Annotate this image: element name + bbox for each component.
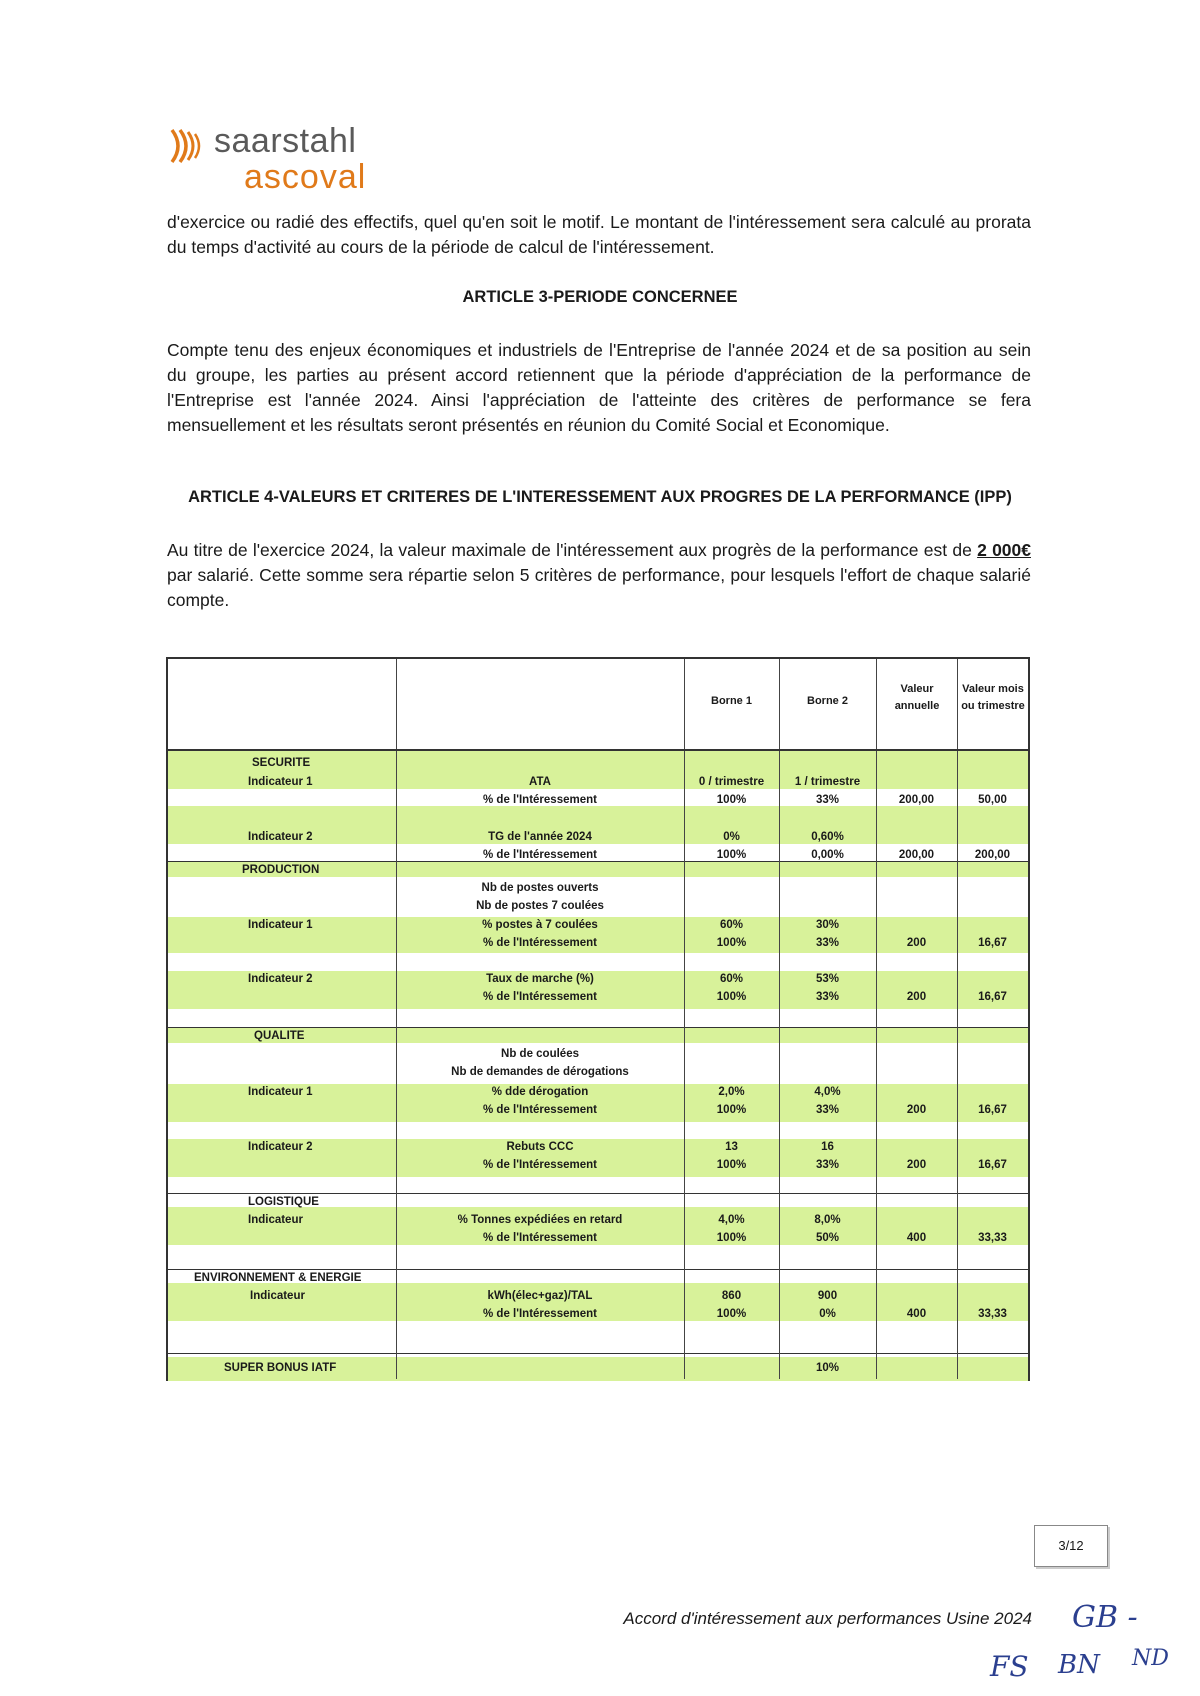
logistique-ind-b1p: 100% <box>716 1232 747 1244</box>
production-ind2-pct-label: % de l'Intéressement <box>483 991 597 1003</box>
environnement-ind-label: Indicateur <box>250 1290 305 1302</box>
environnement-ind-b2p: 0% <box>819 1308 836 1320</box>
environnement-ind-b1p: 100% <box>716 1308 747 1320</box>
logistique-ind-va: 400 <box>906 1232 927 1244</box>
qualite-ind2-name: Rebuts CCC <box>506 1141 574 1153</box>
intro-paragraph: d'exercice ou radié des effectifs, quel qu'en soit le motif. Le montant de l'intéressement sera calculé au prorata du temps d'activité au cours de la période de calcul de l'intéressement. <box>167 212 1031 257</box>
securite-ind2-b1: 0% <box>723 831 740 843</box>
production-ind2-b2p: 33% <box>815 991 840 1003</box>
securite-ind1-b1: 0 / trimestre <box>698 776 765 788</box>
article4-paragraph <box>167 538 1031 613</box>
qualite-ind2-va: 200 <box>906 1159 927 1171</box>
production-ind2-b2: 53% <box>815 973 840 985</box>
logistique-ind-name: % Tonnes expédiées en retard <box>457 1214 623 1226</box>
securite-ind1-b2p: 33% <box>815 794 840 806</box>
logo-text-saarstahl: saarstahl <box>214 122 357 160</box>
qualite-ind2-b2p: 33% <box>815 1159 840 1171</box>
section-environnement-title: ENVIRONNEMENT & ENERGIE <box>194 1272 362 1284</box>
production-ind1-va: 200 <box>906 937 927 949</box>
production-ind2-label: Indicateur 2 <box>248 973 313 985</box>
initials-gb: GB - <box>1072 1600 1138 1635</box>
section-production-title: PRODUCTION <box>242 864 320 876</box>
logistique-ind-vm: 33,33 <box>978 1232 1007 1244</box>
environnement-ind-b1: 860 <box>721 1290 742 1302</box>
section-qualite-title: QUALITE <box>254 1030 305 1042</box>
production-ind1-label: Indicateur 1 <box>248 919 313 931</box>
logo-text-ascoval: ascoval <box>244 158 367 196</box>
logistique-ind-label: Indicateur <box>248 1214 303 1226</box>
production-row-b: Nb de postes 7 coulées <box>476 900 604 912</box>
article4-text-after: par salarié. Cette somme sera répartie selon 5 critères de performance, pour lesquels l'effort de chaque salarié compte. <box>167 565 1031 610</box>
securite-ind1-label: Indicateur 1 <box>248 776 313 788</box>
securite-ind1-b1p: 100% <box>716 794 747 806</box>
header-valeur-annuelle: Valeur annuelle <box>894 683 940 712</box>
header-borne2: Borne 2 <box>807 695 848 707</box>
qualite-ind1-name: % dde dérogation <box>491 1086 589 1098</box>
production-ind1-b1p: 100% <box>716 937 747 949</box>
qualite-ind2-b1: 13 <box>725 1141 738 1153</box>
logistique-ind-pct-label: % de l'Intéressement <box>483 1232 597 1244</box>
securite-ind2-va: 200,00 <box>898 849 935 861</box>
production-ind2-b1: 60% <box>719 973 744 985</box>
super-bonus-title: SUPER BONUS IATF <box>224 1362 337 1374</box>
securite-ind1-b2: 1 / trimestre <box>794 776 861 788</box>
production-ind1-b1: 60% <box>719 919 744 931</box>
production-ind2-name: Taux de marche (%) <box>486 973 594 985</box>
article4-amount: 2 000€ <box>977 540 1031 560</box>
qualite-ind1-vm: 16,67 <box>978 1104 1007 1116</box>
qualite-ind1-b2p: 33% <box>815 1104 840 1116</box>
qualite-ind1-label: Indicateur 1 <box>248 1086 313 1098</box>
securite-ind2-name: TG de l'année 2024 <box>488 831 592 843</box>
company-logo <box>168 120 418 200</box>
qualite-row-b: Nb de demandes de dérogations <box>451 1066 629 1078</box>
production-row-a: Nb de postes ouverts <box>481 882 599 894</box>
securite-ind2-b1p: 100% <box>716 849 747 861</box>
page-number: 3/12 <box>1034 1525 1108 1567</box>
environnement-ind-vm: 33,33 <box>978 1308 1007 1320</box>
footer-title: Accord d'intéressement aux performances Usine 2024 <box>623 1609 1032 1628</box>
article3-paragraph: Compte tenu des enjeux économiques et industriels de l'Entreprise de l'année 2024 et de sa position au sein du groupe, les parties au présent accord retiennent que la période d'appréciation de la performance de l'Entreprise est l'année 2024. Ainsi l'appréciation de l'atteinte des critères de performance se fera mensuellement et les résultats seront présentés en réunion du Comité Social et Economique. <box>167 340 1031 435</box>
article3-title: ARTICLE 3-PERIODE CONCERNEE <box>462 288 738 306</box>
securite-ind2-label: Indicateur 2 <box>248 831 313 843</box>
article4-title: ARTICLE 4-VALEURS ET CRITERES DE L'INTERESSEMENT AUX PROGRES DE LA PERFORMANCE (IPP) <box>188 488 1012 506</box>
securite-ind1-va: 200,00 <box>898 794 935 806</box>
securite-ind1-vm: 50,00 <box>978 794 1007 806</box>
production-ind2-va: 200 <box>906 991 927 1003</box>
qualite-ind1-b2: 4,0% <box>814 1086 841 1098</box>
initials-fs: FS <box>990 1650 1029 1683</box>
header-valeur-mois: Valeur mois ou trimestre <box>961 683 1025 712</box>
section-logistique-title: LOGISTIQUE <box>248 1196 319 1208</box>
section-securite-title: SECURITE <box>252 757 311 769</box>
securite-ind2-b2p: 0,00% <box>811 849 844 861</box>
criteria-table <box>166 657 1030 1381</box>
logo-chevrons-icon <box>168 124 212 168</box>
production-ind1-vm: 16,67 <box>978 937 1007 949</box>
header-borne1: Borne 1 <box>711 695 752 707</box>
qualite-row-a: Nb de coulées <box>501 1048 579 1060</box>
securite-ind1-pct-label: % de l'Intéressement <box>483 794 597 806</box>
production-ind1-pct-label: % de l'Intéressement <box>483 937 597 949</box>
securite-ind2-pct-label: % de l'Intéressement <box>483 849 597 861</box>
qualite-ind2-b1p: 100% <box>716 1159 747 1171</box>
logistique-ind-b1: 4,0% <box>718 1214 745 1226</box>
environnement-ind-pct-label: % de l'Intéressement <box>483 1308 597 1320</box>
initials-bn: BN <box>1058 1650 1100 1680</box>
production-ind1-b2p: 33% <box>815 937 840 949</box>
qualite-ind2-b2: 16 <box>821 1141 834 1153</box>
environnement-ind-va: 400 <box>906 1308 927 1320</box>
securite-ind2-b2: 0,60% <box>811 831 844 843</box>
production-ind2-vm: 16,67 <box>978 991 1007 1003</box>
article4-text-before: Au titre de l'exercice 2024, la valeur maximale de l'intéressement aux progrès de la performance est de <box>167 540 978 560</box>
table-header <box>168 659 1028 751</box>
environnement-ind-name: kWh(élec+gaz)/TAL <box>487 1290 593 1302</box>
securite-ind1-name: ATA <box>529 776 551 788</box>
production-ind1-b2: 30% <box>815 919 840 931</box>
environnement-ind-b2: 900 <box>817 1290 838 1302</box>
production-ind2-b1p: 100% <box>716 991 747 1003</box>
qualite-ind2-pct-label: % de l'Intéressement <box>483 1159 597 1171</box>
qualite-ind1-b1p: 100% <box>716 1104 747 1116</box>
qualite-ind1-pct-label: % de l'Intéressement <box>483 1104 597 1116</box>
qualite-ind1-b1: 2,0% <box>718 1086 745 1098</box>
qualite-ind1-va: 200 <box>906 1104 927 1116</box>
initials-nd: ND <box>1132 1646 1169 1671</box>
logistique-ind-b2: 8,0% <box>814 1214 841 1226</box>
production-ind1-name: % postes à 7 coulées <box>482 919 598 931</box>
logistique-ind-b2p: 50% <box>815 1232 840 1244</box>
securite-ind2-vm: 200,00 <box>974 849 1011 861</box>
super-bonus-value: 10% <box>815 1362 840 1374</box>
qualite-ind2-vm: 16,67 <box>978 1159 1007 1171</box>
qualite-ind2-label: Indicateur 2 <box>248 1141 313 1153</box>
